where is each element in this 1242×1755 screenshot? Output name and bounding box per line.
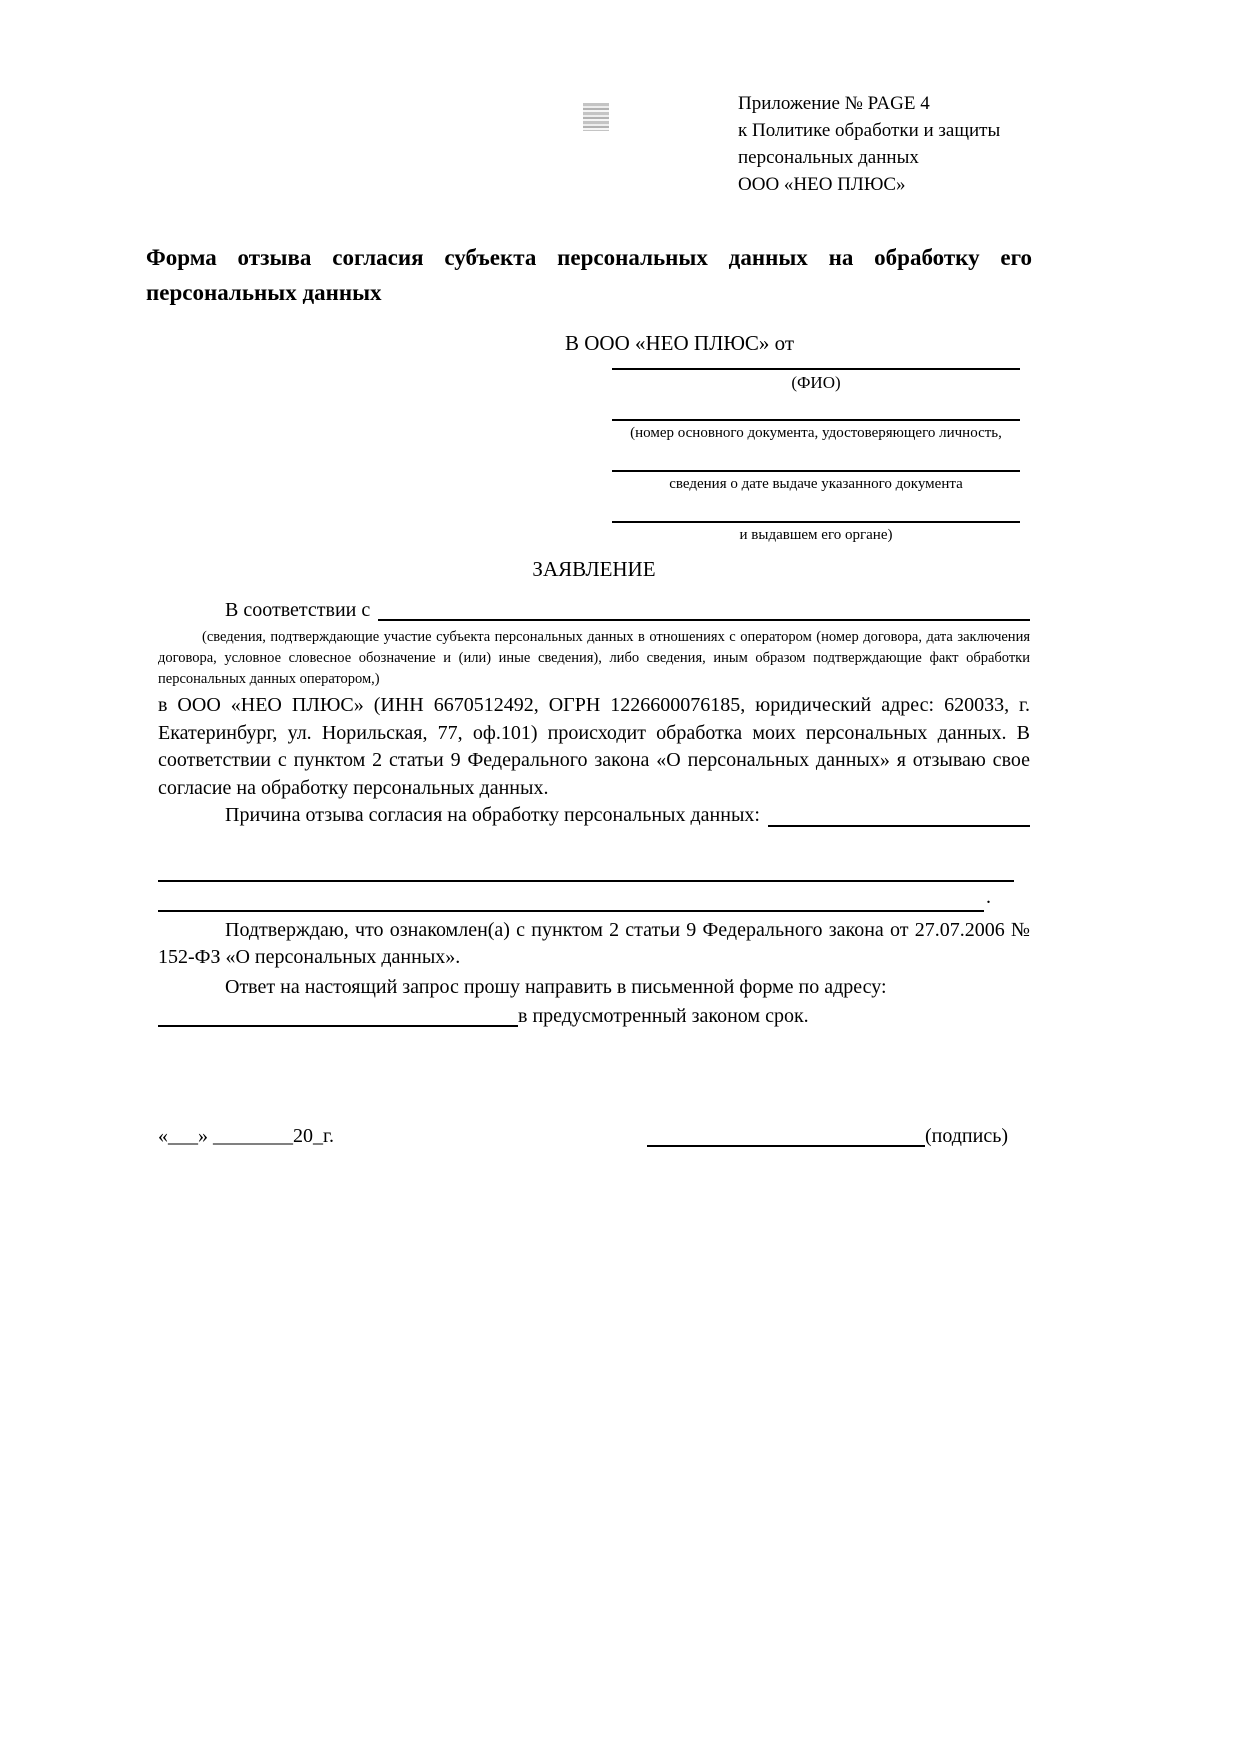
addressee-block (565, 331, 1020, 545)
statement-body (158, 556, 1030, 1030)
reply-suffix: в предусмотренный законом срок. (518, 1004, 809, 1027)
fill-line-issue-date (612, 458, 1020, 472)
field-issue-date (612, 458, 1020, 494)
appendix-header-line: персональных данных (738, 147, 919, 168)
fine-print-note: (сведения, подтверждающие участие субъекта персональных данных в отношениях с оператором (номер договора, дата заключения договора, условное словесное обозначение и (или) иные сведения), либо сведения, иным образом подтверждающие факт обработки персональных данных оператором,) (158, 629, 1030, 687)
appendix-header-line: Приложение № PAGE 4 (738, 93, 930, 114)
reply-request-paragraph: Ответ на настоящий запрос прошу направить в письменной форме по адресу: (225, 975, 887, 998)
page-title: Форма отзыва согласия субъекта персональных данных на обработку его персональных данных (146, 245, 1032, 305)
signature-caption: (подпись) (924, 1125, 1008, 1147)
signature-row (158, 1122, 1008, 1150)
blank-fill-line-2 (158, 884, 984, 912)
caption-issue-date: сведения о дате выдаче указанного документа (669, 476, 963, 492)
reply-address-row (158, 1001, 1030, 1030)
signature-fill-line (647, 1123, 925, 1147)
field-document-number (612, 407, 1020, 443)
reply-address-fill-line (158, 1001, 518, 1027)
blank-fill-line-1 (158, 854, 1014, 882)
caption-document-number: (номер основного документа, удостоверяющего личность, (630, 425, 1002, 441)
caption-issuing-authority: и выдавшем его органе) (739, 527, 893, 543)
appendix-header-line: ООО «НЕО ПЛЮС» (738, 174, 906, 195)
date-line: «___» ________20_г. (158, 1125, 334, 1147)
field-fio (612, 356, 1020, 392)
appendix-header-line: к Политике обработки и защиты (738, 120, 1001, 141)
reason-fill-line (768, 824, 1030, 827)
accordance-fill-line (378, 618, 1030, 621)
accordance-row (158, 597, 1030, 625)
reason-prefix: Причина отзыва согласия на обработку персональных данных: (225, 804, 760, 826)
appendix-header (738, 90, 1000, 198)
confirmation-paragraph: Подтверждаю, что ознакомлен(а) с пунктом 2 статьи 9 Федерального закона от 27.07.2006 № 152-ФЗ «О персональных данных». (158, 918, 1030, 968)
signature-group (647, 1122, 1008, 1150)
caption-fio: (ФИО) (791, 373, 841, 392)
statement-heading: ЗАЯВЛЕНИЕ (532, 557, 656, 581)
fill-line-fio (612, 356, 1020, 370)
field-issuing-authority (612, 509, 1020, 545)
blank-fill-row-2 (158, 884, 1030, 912)
blank-line-period: . (986, 886, 991, 908)
addressee-to-line: В ООО «НЕО ПЛЮС» от (565, 331, 795, 355)
main-paragraph: в ООО «НЕО ПЛЮС» (ИНН 6670512492, ОГРН 1226600076185, юридический адрес: 620033, г. Екатеринбург, ул. Норильская, 77, оф.101) происходит обработка моих персональных данных. В соответствии с пунктом 2 статьи 9 Федерального закона «О персональных данных» я отзываю свое согласие на обработку персональных данных. (158, 694, 1030, 799)
fill-line-issuing-authority (612, 509, 1020, 523)
fill-line-document-number (612, 407, 1020, 421)
accordance-prefix: В соответствии с (225, 598, 371, 621)
embedded-image-artifact (583, 103, 609, 131)
addressee-fields (612, 356, 1020, 545)
reason-row (158, 802, 1030, 830)
